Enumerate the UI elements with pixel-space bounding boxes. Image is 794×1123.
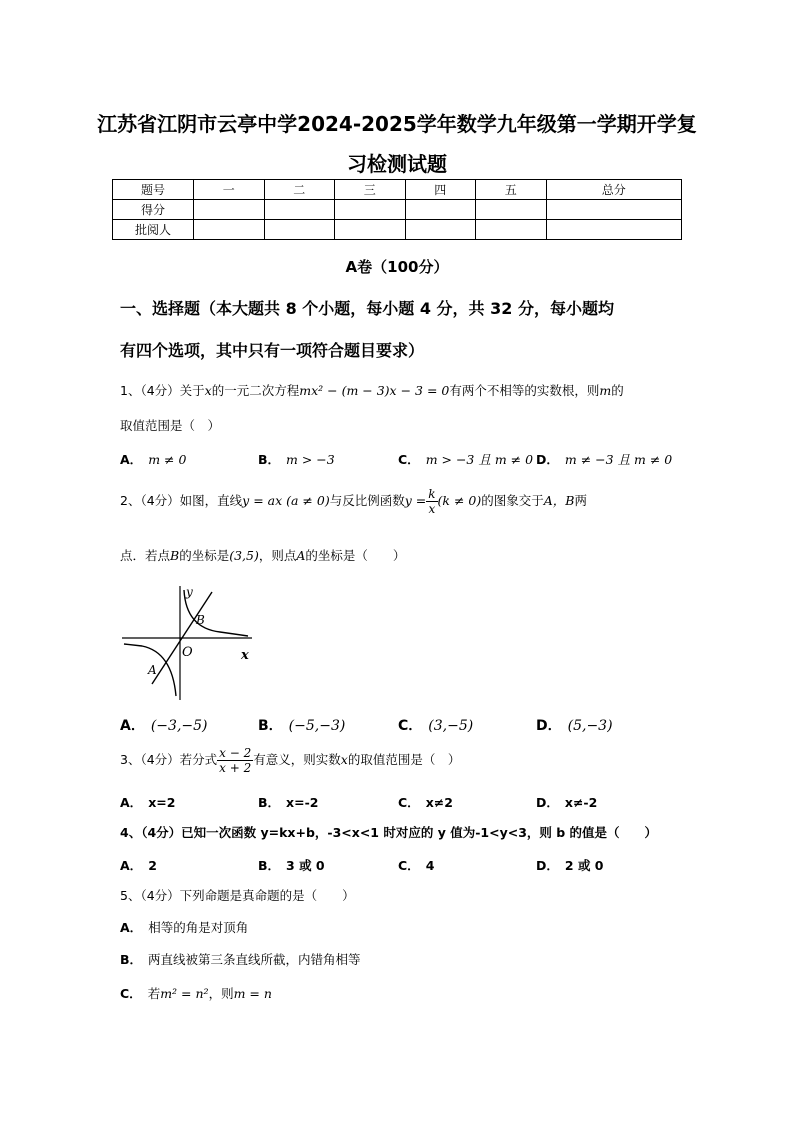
q5-option-c[interactable]: C． 若m² = n²，则m = n — [120, 986, 272, 1001]
table-cell — [546, 220, 682, 240]
q1-option-c[interactable]: C． m > −3 且 m ≠ 0 — [398, 452, 534, 467]
question-2-line2: 点．若点B的坐标是(3,5)，则点A的坐标是（ ） — [120, 548, 406, 563]
table-row — [113, 200, 682, 220]
table-cell — [546, 200, 682, 220]
table-cell — [335, 220, 406, 240]
label-a: A — [148, 663, 157, 677]
table-cell: 四 — [405, 180, 476, 200]
q2-option-b[interactable]: B． (−5,−3) — [258, 718, 346, 734]
section-heading-line1: 一、选择题（本大题共 8 个小题，每小题 4 分，共 32 分，每小题均 — [120, 299, 614, 318]
question-1-line2: 取值范围是（ ） — [120, 418, 221, 433]
score-table-header — [113, 180, 682, 200]
label-x: x — [241, 648, 249, 663]
page-title-line1: 江苏省江阴市云亭中学2024-2025学年数学九年级第一学期开学复 — [97, 112, 697, 136]
table-cell — [335, 200, 406, 220]
question-2-line1: 2、（4分）如图，直线y = ax (a ≠ 0)与反比例函数y = $\frac{k}{x}$ (k ≠ 0)的图象交于A，B两 — [120, 487, 587, 516]
label-y: y — [186, 585, 193, 599]
question-4-line1: 4、（4分）已知一次函数 y=kx+b，-3<x<1 时对应的 y 值为-1<y<3，则 b 的值是（ ） — [120, 825, 658, 840]
table-cell: 题号 — [113, 180, 194, 200]
q2-option-c[interactable]: C． (3,−5) — [398, 718, 474, 734]
q4-option-a[interactable]: A． 2 — [120, 858, 157, 873]
table-cell — [194, 220, 265, 240]
fraction-x-minus-2-over-x-plus-2: $\frac{x - 2}{x + 2}$ — [219, 746, 252, 775]
q3-option-b[interactable]: B． x=-2 — [258, 795, 319, 810]
table-cell — [405, 200, 476, 220]
table-row — [113, 220, 682, 240]
table-cell — [264, 200, 335, 220]
question-5-line1: 5、（4分）下列命题是真命题的是（ ） — [120, 888, 355, 903]
question-1-line1: 1、（4分）关于x的一元二次方程mx² − (m − 3)x − 3 = 0有两个不相等的实数根，则m的 — [120, 383, 624, 398]
table-cell: 二 — [264, 180, 335, 200]
label-o: O — [182, 645, 193, 660]
table-cell — [476, 200, 547, 220]
q5-option-b[interactable]: B． 两直线被第三条直线所截，内错角相等 — [120, 952, 361, 967]
q1-option-b[interactable]: B． m > −3 — [258, 452, 335, 467]
q3-option-c[interactable]: C． x≠2 — [398, 795, 453, 810]
table-cell — [264, 220, 335, 240]
section-heading-line2: 有四个选项，其中只有一项符合题目要求） — [120, 341, 425, 360]
q1-option-d[interactable]: D． m ≠ −3 且 m ≠ 0 — [536, 452, 673, 467]
table-cell: 五 — [476, 180, 547, 200]
q2-graph-figure — [120, 584, 260, 704]
table-cell — [194, 200, 265, 220]
q3-option-a[interactable]: A． x=2 — [120, 795, 176, 810]
table-cell — [476, 220, 547, 240]
table-cell: 批阅人 — [113, 220, 194, 240]
q4-option-b[interactable]: B． 3 或 0 — [258, 858, 325, 873]
q5-option-a[interactable]: A． 相等的角是对顶角 — [120, 920, 249, 935]
table-cell: 一 — [194, 180, 265, 200]
q1-option-a[interactable]: A． m ≠ 0 — [120, 452, 187, 467]
q4-option-d[interactable]: D． 2 或 0 — [536, 858, 604, 873]
q4-option-c[interactable]: C． 4 — [398, 858, 435, 873]
label-b: B — [196, 613, 205, 627]
hyperbola-branch-right — [184, 590, 248, 636]
table-cell: 得分 — [113, 200, 194, 220]
table-cell — [405, 220, 476, 240]
paper-label: A卷（100分） — [345, 258, 449, 276]
question-3-line1: 3、（4分）若分式 $\frac{x - 2}{x + 2}$ 有意义，则实数x的取值范围是（ ） — [120, 746, 461, 775]
table-cell: 三 — [335, 180, 406, 200]
q2-option-d[interactable]: D． (5,−3) — [536, 718, 613, 734]
q2-option-a[interactable]: A． (−3,−5) — [120, 718, 208, 734]
page-title-line2: 习检测试题 — [347, 152, 447, 176]
fraction-k-over-x: $\frac{k}{x}$ — [428, 487, 436, 516]
table-cell: 总分 — [546, 180, 682, 200]
q3-option-d[interactable]: D． x≠-2 — [536, 795, 598, 810]
score-table — [112, 179, 682, 240]
